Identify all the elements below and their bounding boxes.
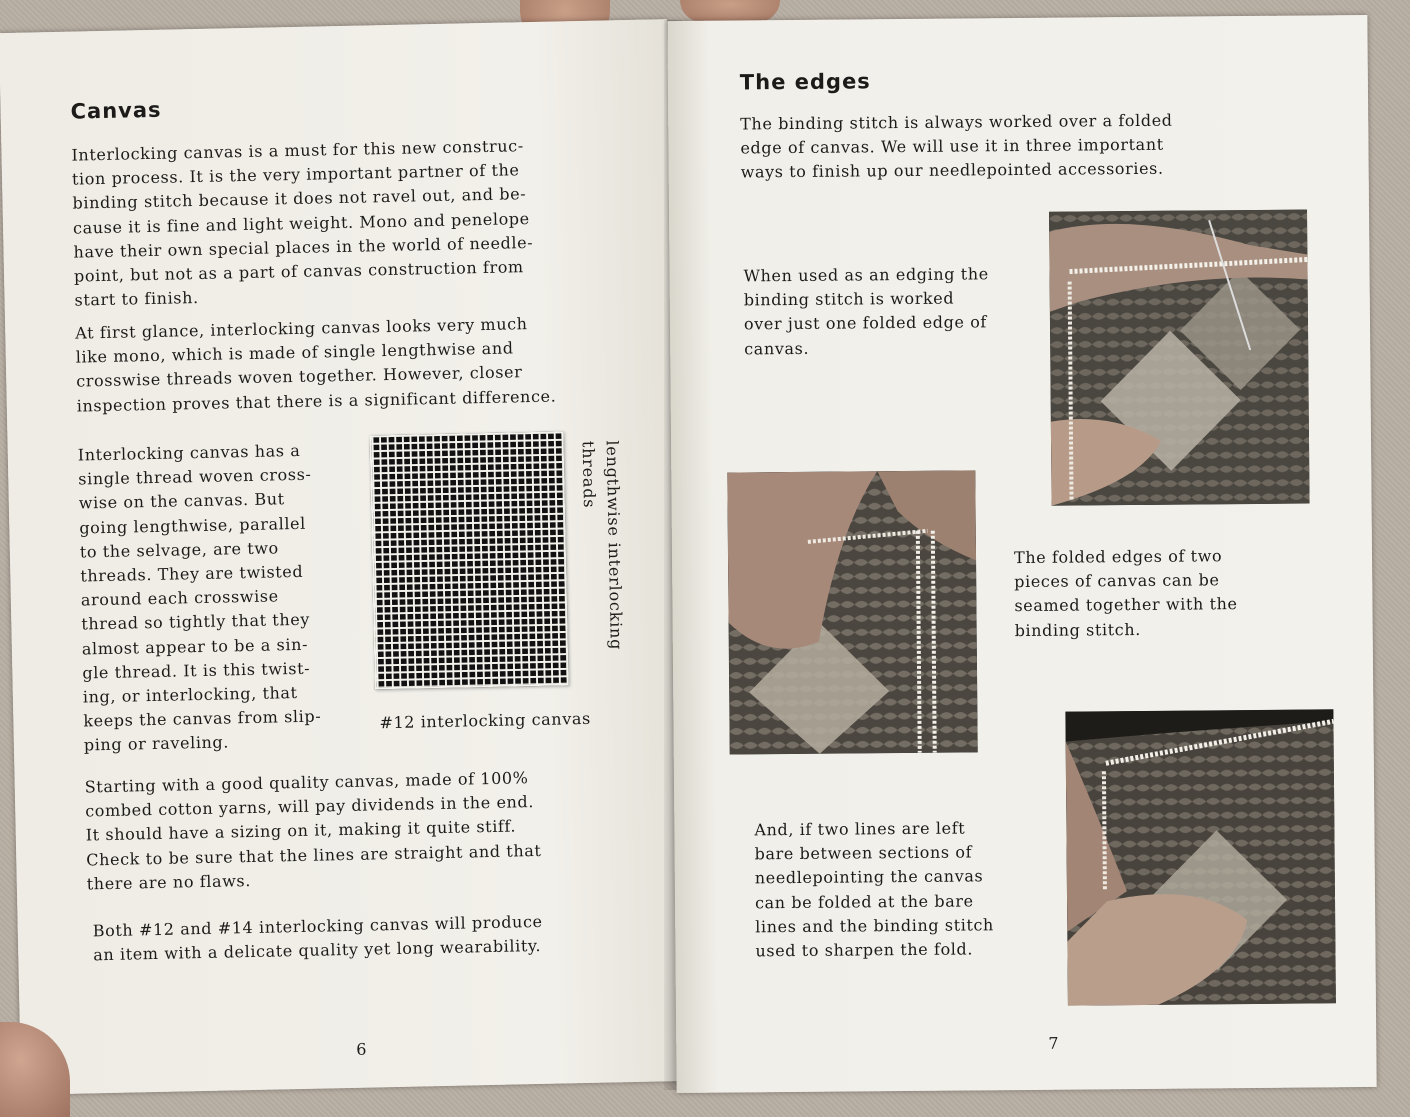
interlocking-canvas-sample-image [369, 431, 568, 689]
text-seaming-use: The folded edges of two pieces of canvas can be seamed together with the binding stitch. [1013, 546, 1238, 640]
left-page [0, 19, 689, 1095]
photo-edging-stitch [1049, 209, 1310, 505]
page-heading-edges: The edges [739, 69, 871, 95]
paragraph-interlocking-description: Interlocking canvas has a single thread woven cross- wise on the canvas. But going lengthwise, parallel to the selvage, are two threads. They are twisted around each crosswise thread so tightly that they almost appear to be a sin- gle thread. It is this twist- ing, or interlocking, that keeps the canvas from slip- ping or raveling. [77, 440, 322, 755]
canvas-image-caption: #12 interlocking canvas [379, 708, 592, 733]
paragraph-quality-canvas: Starting with a good quality canvas, made of 100% combed cotton yarns, will pay dividends in the end. It should have a sizing on it, making it quite stiff. Check to be sure that the lines are straight and that there are no flaws. [84, 768, 542, 894]
photo-folding-stitch [1065, 709, 1336, 1005]
lengthwise-threads-label: lengthwise interlocking threads [578, 440, 627, 651]
page-number-left: 6 [356, 1039, 367, 1059]
right-page [667, 15, 1376, 1093]
paragraph-edges-intro: The binding stitch is always worked over a folded edge of canvas. We will use it in three important ways to finish up our needlepointed accessories. [740, 110, 1173, 182]
text-folding-use: And, if two lines are left bare between sections of needlepointing the canvas can be folded at the bare lines and the binding stitch used to sharpen the fold. [754, 818, 995, 961]
paragraph-intro: Interlocking canvas is a must for this new construc- tion process. It is the very important partner of the binding stitch because it does not ravel out, and be- cause it is fine and light weight. Mono and penelope have their own special places in the world of needle- point, but not as a part of canvas construction from start to finish. [71, 136, 534, 310]
photo-seaming-stitch [727, 470, 977, 754]
text-edging-use: When used as an edging the binding stitch is worked over just one folded edge of canvas. [743, 264, 989, 359]
holding-finger-top-right [680, 0, 780, 22]
page-number-right: 7 [1048, 1033, 1059, 1053]
paragraph-first-glance: At first glance, interlocking canvas looks very much like mono, which is made of single lengthwise and crosswise threads woven together. However, closer inspection proves that there is a significant difference. [75, 314, 557, 416]
page-heading-canvas: Canvas [70, 97, 162, 124]
paragraph-canvas-sizes: Both #12 and #14 interlocking canvas will produce an item with a delicate quality yet long wearability. [92, 911, 543, 965]
